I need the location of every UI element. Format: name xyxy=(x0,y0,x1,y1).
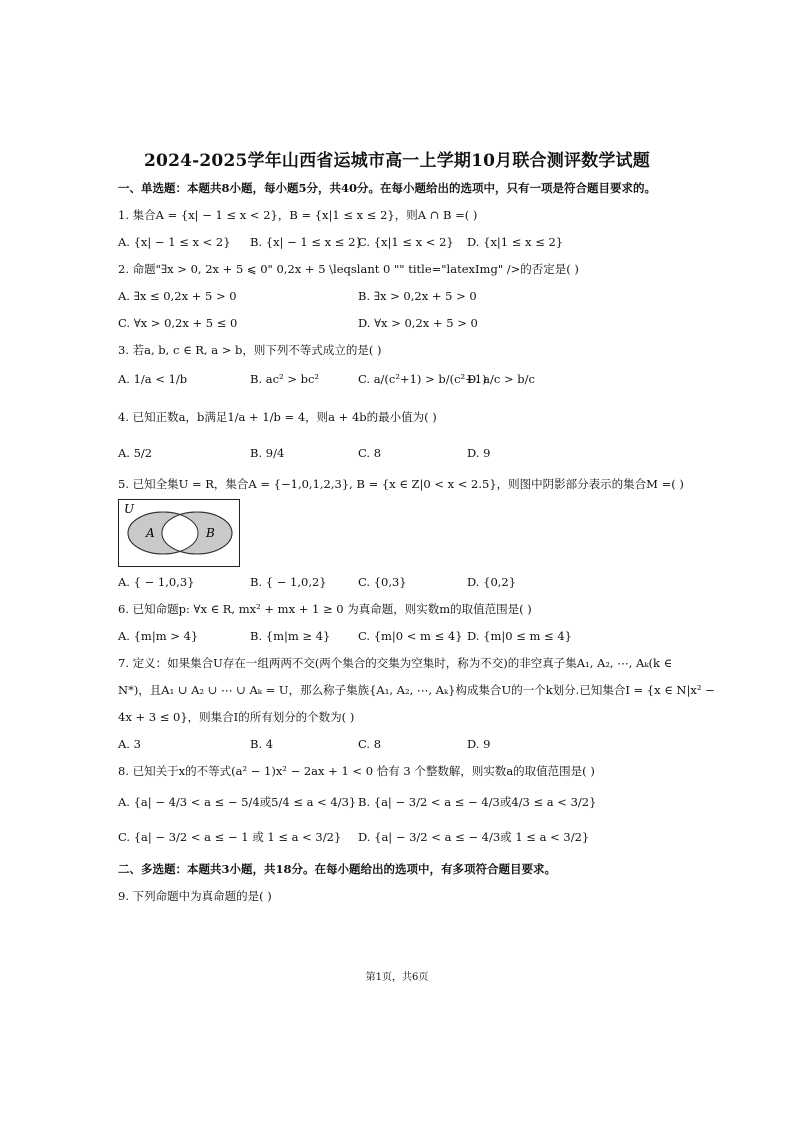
question-2-stem: 2. 命题"∃x > 0, 2x + 5 ⩽ 0" 0,2x + 5 \leqslant 0 "" title="latexImg" />的否定是( ) xyxy=(118,262,579,276)
question-8-stem: 8. 已知关于x的不等式(a² − 1)x² − 2ax + 1 < 0 恰有 3 个整数解，则实数a的取值范围是( ) xyxy=(118,764,595,778)
section-heading-multiple-choice: 二、多选题：本题共3小题，共18分。在每小题给出的选项中，有多项符合题目要求。 xyxy=(118,862,557,876)
question-6-option-a: A. {m|m > 4} xyxy=(118,629,199,643)
question-2-option-d: D. ∀x > 0,2x + 5 > 0 xyxy=(358,316,478,330)
question-2-option-c: C. ∀x > 0,2x + 5 ≤ 0 xyxy=(118,316,238,330)
venn-diagram xyxy=(118,499,240,567)
question-6-option-b: B. {m|m ≥ 4} xyxy=(250,629,331,643)
question-5-option-a: A. { − 1,0,3} xyxy=(118,575,195,589)
question-3-option-d: D. a/c > b/c xyxy=(467,372,535,386)
question-8-option-c: C. {a| − 3/2 < a ≤ − 1 或 1 ≤ a < 3/2} xyxy=(118,830,342,844)
venn-label-b: B xyxy=(206,526,215,540)
question-8-option-d: D. {a| − 3/2 < a ≤ − 4/3或 1 ≤ a < 3/2} xyxy=(358,830,590,844)
question-7-stem-line-1: 7. 定义：如果集合U存在一组两两不交(两个集合的交集为空集时，称为不交)的非空真子集A₁, A₂, ⋯, Aₖ(k ∈ xyxy=(118,656,673,670)
question-6-option-d: D. {m|0 ≤ m ≤ 4} xyxy=(467,629,572,643)
question-5-option-b: B. { − 1,0,2} xyxy=(250,575,327,589)
question-3-option-c: C. a/(c²+1) > b/(c²+1) xyxy=(358,372,487,386)
question-6-stem: 6. 已知命题p: ∀x ∈ R, mx² + mx + 1 ≥ 0 为真命题，则实数m的取值范围是( ) xyxy=(118,602,532,616)
question-1-stem: 1. 集合A = {x| − 1 ≤ x < 2}，B = {x|1 ≤ x ≤ 2}，则A ∩ B =( ) xyxy=(118,208,478,222)
question-4-option-a: A. 5/2 xyxy=(118,446,153,460)
question-5-option-d: D. {0,2} xyxy=(467,575,517,589)
question-3-stem: 3. 若a, b, c ∈ R, a > b，则下列不等式成立的是( ) xyxy=(118,343,382,357)
question-3-option-b: B. ac² > bc² xyxy=(250,372,320,386)
question-8-option-b: B. {a| − 3/2 < a ≤ − 4/3或4/3 ≤ a < 3/2} xyxy=(358,795,597,809)
question-5-option-c: C. {0,3} xyxy=(358,575,407,589)
question-4-option-d: D. 9 xyxy=(467,446,491,460)
question-1-option-b: B. {x| − 1 ≤ x ≤ 2} xyxy=(250,235,363,249)
question-7-option-b: B. 4 xyxy=(250,737,274,751)
question-7-option-a: A. 3 xyxy=(118,737,141,751)
question-6-option-c: C. {m|0 < m ≤ 4} xyxy=(358,629,463,643)
question-4-option-b: B. 9/4 xyxy=(250,446,285,460)
question-2-option-a: A. ∃x ≤ 0,2x + 5 > 0 xyxy=(118,289,237,303)
question-7-stem-line-2: N*)，且A₁ ∪ A₂ ∪ ⋯ ∪ Aₖ = U，那么称子集族{A₁, A₂, ⋯, Aₖ}构成集合U的一个k划分.已知集合I = {x ∈ N|x² − xyxy=(118,683,715,697)
question-7-option-c: C. 8 xyxy=(358,737,382,751)
section-heading-single-choice: 一、单选题：本题共8小题，每小题5分，共40分。在每小题给出的选项中，只有一项是符合题目要求的。 xyxy=(118,181,657,195)
question-5-stem: 5. 已知全集U = R，集合A = {−1,0,1,2,3}, B = {x ∈ Z|0 < x < 2.5}，则图中阴影部分表示的集合M =( ) xyxy=(118,477,684,491)
question-1-option-a: A. {x| − 1 ≤ x < 2} xyxy=(118,235,231,249)
question-8-option-a: A. {a| − 4/3 < a ≤ − 5/4或5/4 ≤ a < 4/3} xyxy=(118,795,357,809)
question-4-stem: 4. 已知正数a，b满足1/a + 1/b = 4，则a + 4b的最小值为( ) xyxy=(118,410,437,424)
question-4-option-c: C. 8 xyxy=(358,446,382,460)
page-title: 2024-2025学年山西省运城市高一上学期10月联合测评数学试题 xyxy=(144,151,650,171)
question-1-option-c: C. {x|1 ≤ x < 2} xyxy=(358,235,454,249)
venn-label-u: U xyxy=(124,502,135,516)
question-3-option-a: A. 1/a < 1/b xyxy=(118,372,188,386)
question-7-stem-line-3: 4x + 3 ≤ 0}，则集合I的所有划分的个数为( ) xyxy=(118,710,355,724)
page-footer: 第1页，共6页 xyxy=(365,972,429,983)
question-2-option-b: B. ∃x > 0,2x + 5 > 0 xyxy=(358,289,477,303)
question-7-option-d: D. 9 xyxy=(467,737,491,751)
question-1-option-d: D. {x|1 ≤ x ≤ 2} xyxy=(467,235,564,249)
question-9-stem: 9. 下列命题中为真命题的是( ) xyxy=(118,889,272,903)
venn-label-a: A xyxy=(146,526,155,540)
